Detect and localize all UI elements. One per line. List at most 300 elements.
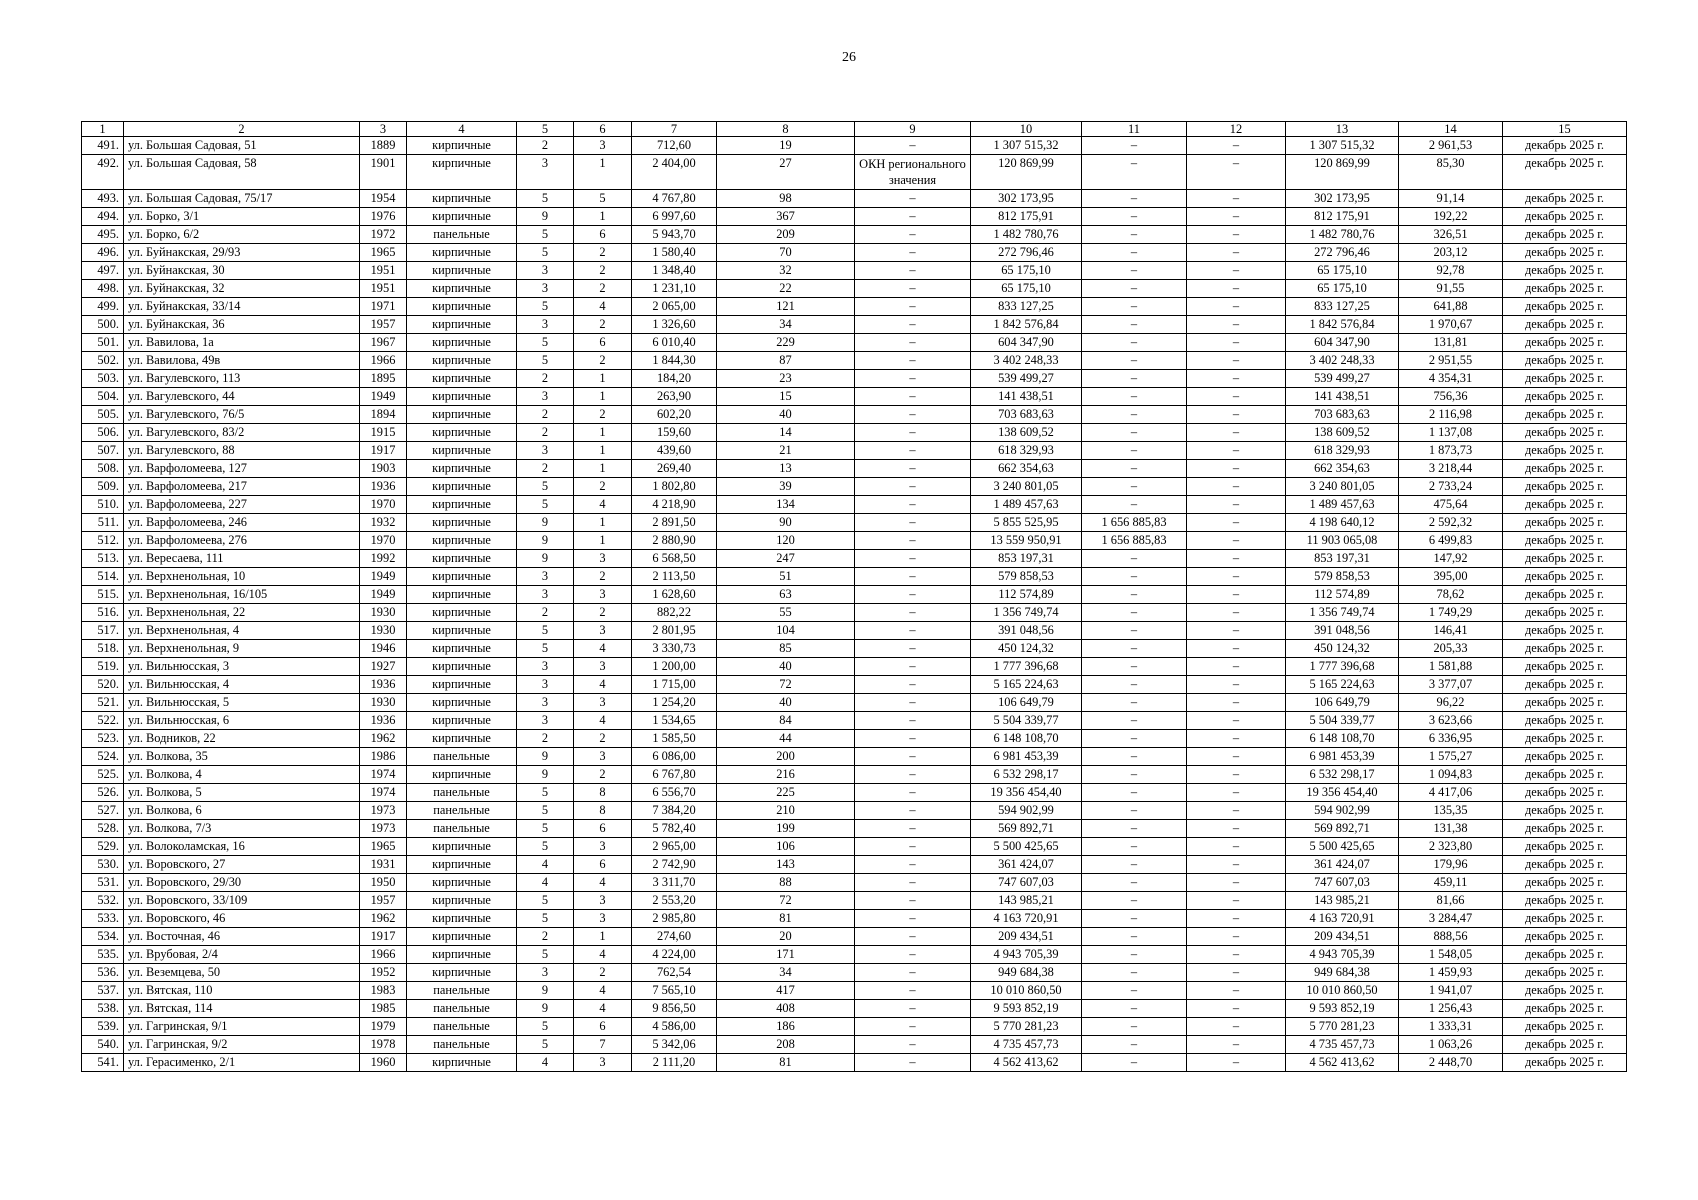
- cost-per-sqm-cell: 135,35: [1399, 802, 1503, 820]
- row-number-cell: 501.: [82, 334, 124, 352]
- floors-cell: 2: [517, 928, 574, 946]
- address-cell: ул. Вагулевского, 44: [124, 388, 360, 406]
- row-number-cell: 529.: [82, 838, 124, 856]
- cost-col-13-cell: 11 903 065,08: [1286, 532, 1399, 550]
- total-cost-cell: 112 574,89: [971, 586, 1082, 604]
- cost-col-13-cell: 1 777 396,68: [1286, 658, 1399, 676]
- cost-col-12-cell: –: [1187, 982, 1286, 1000]
- entrances-cell: 2: [574, 352, 632, 370]
- cost-col-12-cell: –: [1187, 137, 1286, 155]
- residents-cell: 55: [717, 604, 855, 622]
- address-cell: ул. Волкова, 7/3: [124, 820, 360, 838]
- row-number-cell: 527.: [82, 802, 124, 820]
- floors-cell: 5: [517, 478, 574, 496]
- wall-material-cell: кирпичные: [407, 856, 517, 874]
- address-cell: ул. Вятская, 114: [124, 1000, 360, 1018]
- total-cost-cell: 106 649,79: [971, 694, 1082, 712]
- address-cell: ул. Вересаева, 111: [124, 550, 360, 568]
- entrances-cell: 6: [574, 226, 632, 244]
- completion-date-cell: декабрь 2025 г.: [1503, 1000, 1627, 1018]
- cost-col-12-cell: –: [1187, 532, 1286, 550]
- total-cost-cell: 579 858,53: [971, 568, 1082, 586]
- wall-material-cell: кирпичные: [407, 946, 517, 964]
- completion-date-cell: декабрь 2025 г.: [1503, 155, 1627, 190]
- cost-per-sqm-cell: 2 592,32: [1399, 514, 1503, 532]
- floors-cell: 4: [517, 1054, 574, 1072]
- residents-cell: 417: [717, 982, 855, 1000]
- residents-cell: 32: [717, 262, 855, 280]
- floors-cell: 3: [517, 676, 574, 694]
- cost-col-13-cell: 141 438,51: [1286, 388, 1399, 406]
- total-cost-cell: 833 127,25: [971, 298, 1082, 316]
- cost-col-12-cell: –: [1187, 334, 1286, 352]
- address-cell: ул. Вятская, 110: [124, 982, 360, 1000]
- cost-per-sqm-cell: 179,96: [1399, 856, 1503, 874]
- total-cost-cell: 1 777 396,68: [971, 658, 1082, 676]
- year-built-cell: 1949: [360, 388, 407, 406]
- total-area-cell: 2 404,00: [632, 155, 717, 190]
- table-row: [82, 155, 1627, 190]
- heritage-status-cell: –: [855, 838, 971, 856]
- year-built-cell: 1957: [360, 316, 407, 334]
- residents-cell: 14: [717, 424, 855, 442]
- heritage-status-cell: –: [855, 676, 971, 694]
- floors-cell: 5: [517, 820, 574, 838]
- row-number-cell: 541.: [82, 1054, 124, 1072]
- cost-per-sqm-cell: 1 548,05: [1399, 946, 1503, 964]
- total-cost-cell: 3 402 248,33: [971, 352, 1082, 370]
- column-header: 10: [971, 122, 1082, 137]
- entrances-cell: 1: [574, 370, 632, 388]
- cost-col-12-cell: –: [1187, 352, 1286, 370]
- cost-col-13-cell: 361 424,07: [1286, 856, 1399, 874]
- cost-col-11-cell: –: [1082, 406, 1187, 424]
- total-cost-cell: 4 943 705,39: [971, 946, 1082, 964]
- entrances-cell: 6: [574, 856, 632, 874]
- year-built-cell: 1930: [360, 622, 407, 640]
- total-cost-cell: 6 981 453,39: [971, 748, 1082, 766]
- cost-per-sqm-cell: 756,36: [1399, 388, 1503, 406]
- year-built-cell: 1965: [360, 244, 407, 262]
- cost-col-11-cell: –: [1082, 748, 1187, 766]
- address-cell: ул. Волоколамская, 16: [124, 838, 360, 856]
- cost-per-sqm-cell: 4 354,31: [1399, 370, 1503, 388]
- heritage-status-cell: –: [855, 298, 971, 316]
- completion-date-cell: декабрь 2025 г.: [1503, 406, 1627, 424]
- address-cell: ул. Гагринская, 9/2: [124, 1036, 360, 1054]
- year-built-cell: 1976: [360, 208, 407, 226]
- address-cell: ул. Большая Садовая, 51: [124, 137, 360, 155]
- wall-material-cell: панельные: [407, 820, 517, 838]
- wall-material-cell: панельные: [407, 982, 517, 1000]
- address-cell: ул. Врубовая, 2/4: [124, 946, 360, 964]
- floors-cell: 3: [517, 316, 574, 334]
- residents-cell: 84: [717, 712, 855, 730]
- cost-per-sqm-cell: 1 256,43: [1399, 1000, 1503, 1018]
- total-cost-cell: 4 163 720,91: [971, 910, 1082, 928]
- row-number-cell: 522.: [82, 712, 124, 730]
- column-header: 5: [517, 122, 574, 137]
- cost-col-11-cell: –: [1082, 766, 1187, 784]
- residents-cell: 81: [717, 910, 855, 928]
- total-cost-cell: 6 532 298,17: [971, 766, 1082, 784]
- address-cell: ул. Герасименко, 2/1: [124, 1054, 360, 1072]
- total-cost-cell: 949 684,38: [971, 964, 1082, 982]
- total-area-cell: 2 113,50: [632, 568, 717, 586]
- address-cell: ул. Вавилова, 49в: [124, 352, 360, 370]
- table-body: [82, 122, 1627, 1072]
- completion-date-cell: декабрь 2025 г.: [1503, 766, 1627, 784]
- cost-col-13-cell: 5 770 281,23: [1286, 1018, 1399, 1036]
- entrances-cell: 2: [574, 316, 632, 334]
- cost-col-11-cell: –: [1082, 496, 1187, 514]
- row-number-cell: 509.: [82, 478, 124, 496]
- cost-per-sqm-cell: 192,22: [1399, 208, 1503, 226]
- total-cost-cell: 1 307 515,32: [971, 137, 1082, 155]
- completion-date-cell: декабрь 2025 г.: [1503, 244, 1627, 262]
- total-area-cell: 1 580,40: [632, 244, 717, 262]
- total-cost-cell: 19 356 454,40: [971, 784, 1082, 802]
- total-area-cell: 6 086,00: [632, 748, 717, 766]
- year-built-cell: 1951: [360, 262, 407, 280]
- heritage-status-cell: ОКН регионального значения: [855, 155, 971, 190]
- cost-per-sqm-cell: 475,64: [1399, 496, 1503, 514]
- cost-col-13-cell: 4 735 457,73: [1286, 1036, 1399, 1054]
- completion-date-cell: декабрь 2025 г.: [1503, 892, 1627, 910]
- wall-material-cell: панельные: [407, 1018, 517, 1036]
- year-built-cell: 1966: [360, 352, 407, 370]
- year-built-cell: 1915: [360, 424, 407, 442]
- cost-col-12-cell: –: [1187, 946, 1286, 964]
- floors-cell: 5: [517, 334, 574, 352]
- wall-material-cell: кирпичные: [407, 676, 517, 694]
- table-row: [82, 784, 1627, 802]
- cost-col-12-cell: –: [1187, 550, 1286, 568]
- residents-cell: 120: [717, 532, 855, 550]
- wall-material-cell: кирпичные: [407, 190, 517, 208]
- heritage-status-cell: –: [855, 946, 971, 964]
- total-area-cell: 7 384,20: [632, 802, 717, 820]
- entrances-cell: 6: [574, 334, 632, 352]
- cost-col-12-cell: –: [1187, 514, 1286, 532]
- floors-cell: 3: [517, 262, 574, 280]
- total-area-cell: 3 311,70: [632, 874, 717, 892]
- table-row: [82, 964, 1627, 982]
- year-built-cell: 1949: [360, 568, 407, 586]
- cost-per-sqm-cell: 3 284,47: [1399, 910, 1503, 928]
- year-built-cell: 1930: [360, 604, 407, 622]
- completion-date-cell: декабрь 2025 г.: [1503, 946, 1627, 964]
- heritage-status-cell: –: [855, 1054, 971, 1072]
- cost-col-11-cell: –: [1082, 262, 1187, 280]
- entrances-cell: 4: [574, 982, 632, 1000]
- completion-date-cell: декабрь 2025 г.: [1503, 586, 1627, 604]
- address-cell: ул. Варфоломеева, 276: [124, 532, 360, 550]
- row-number-cell: 493.: [82, 190, 124, 208]
- entrances-cell: 1: [574, 928, 632, 946]
- residents-cell: 90: [717, 514, 855, 532]
- floors-cell: 9: [517, 532, 574, 550]
- row-number-cell: 491.: [82, 137, 124, 155]
- cost-col-11-cell: –: [1082, 1000, 1187, 1018]
- address-cell: ул. Варфоломеева, 217: [124, 478, 360, 496]
- completion-date-cell: декабрь 2025 г.: [1503, 730, 1627, 748]
- address-cell: ул. Верхненольная, 16/105: [124, 586, 360, 604]
- year-built-cell: 1932: [360, 514, 407, 532]
- cost-col-13-cell: 5 165 224,63: [1286, 676, 1399, 694]
- row-number-cell: 526.: [82, 784, 124, 802]
- residents-cell: 186: [717, 1018, 855, 1036]
- cost-col-11-cell: –: [1082, 244, 1187, 262]
- heritage-status-cell: –: [855, 478, 971, 496]
- floors-cell: 5: [517, 838, 574, 856]
- wall-material-cell: кирпичные: [407, 550, 517, 568]
- row-number-cell: 507.: [82, 442, 124, 460]
- residents-cell: 81: [717, 1054, 855, 1072]
- entrances-cell: 2: [574, 766, 632, 784]
- row-number-cell: 532.: [82, 892, 124, 910]
- floors-cell: 2: [517, 370, 574, 388]
- year-built-cell: 1992: [360, 550, 407, 568]
- heritage-status-cell: –: [855, 406, 971, 424]
- cost-col-12-cell: –: [1187, 640, 1286, 658]
- residents-cell: 72: [717, 676, 855, 694]
- residents-cell: 209: [717, 226, 855, 244]
- cost-col-12-cell: –: [1187, 838, 1286, 856]
- housing-registry-table: [81, 121, 1627, 1072]
- cost-col-12-cell: –: [1187, 298, 1286, 316]
- total-area-cell: 1 348,40: [632, 262, 717, 280]
- entrances-cell: 7: [574, 1036, 632, 1054]
- residents-cell: 72: [717, 892, 855, 910]
- cost-col-11-cell: –: [1082, 622, 1187, 640]
- wall-material-cell: кирпичные: [407, 244, 517, 262]
- heritage-status-cell: –: [855, 658, 971, 676]
- cost-col-11-cell: –: [1082, 586, 1187, 604]
- table-row: [82, 1000, 1627, 1018]
- year-built-cell: 1970: [360, 532, 407, 550]
- floors-cell: 2: [517, 604, 574, 622]
- row-number-cell: 513.: [82, 550, 124, 568]
- wall-material-cell: кирпичные: [407, 137, 517, 155]
- cost-col-13-cell: 662 354,63: [1286, 460, 1399, 478]
- completion-date-cell: декабрь 2025 г.: [1503, 856, 1627, 874]
- cost-col-11-cell: –: [1082, 604, 1187, 622]
- cost-col-13-cell: 539 499,27: [1286, 370, 1399, 388]
- wall-material-cell: панельные: [407, 784, 517, 802]
- cost-col-13-cell: 703 683,63: [1286, 406, 1399, 424]
- heritage-status-cell: –: [855, 982, 971, 1000]
- cost-col-13-cell: 812 175,91: [1286, 208, 1399, 226]
- heritage-status-cell: –: [855, 640, 971, 658]
- cost-per-sqm-cell: 6 336,95: [1399, 730, 1503, 748]
- heritage-status-cell: –: [855, 892, 971, 910]
- cost-col-11-cell: –: [1082, 208, 1187, 226]
- cost-per-sqm-cell: 91,55: [1399, 280, 1503, 298]
- cost-col-13-cell: 1 489 457,63: [1286, 496, 1399, 514]
- row-number-cell: 521.: [82, 694, 124, 712]
- year-built-cell: 1967: [360, 334, 407, 352]
- total-area-cell: 602,20: [632, 406, 717, 424]
- wall-material-cell: кирпичные: [407, 604, 517, 622]
- cost-col-11-cell: –: [1082, 892, 1187, 910]
- heritage-status-cell: –: [855, 748, 971, 766]
- table-row: [82, 1018, 1627, 1036]
- year-built-cell: 1979: [360, 1018, 407, 1036]
- residents-cell: 21: [717, 442, 855, 460]
- total-cost-cell: 618 329,93: [971, 442, 1082, 460]
- cost-per-sqm-cell: 459,11: [1399, 874, 1503, 892]
- cost-col-13-cell: 3 240 801,05: [1286, 478, 1399, 496]
- floors-cell: 3: [517, 694, 574, 712]
- floors-cell: 2: [517, 137, 574, 155]
- row-number-cell: 506.: [82, 424, 124, 442]
- total-area-cell: 1 200,00: [632, 658, 717, 676]
- completion-date-cell: декабрь 2025 г.: [1503, 694, 1627, 712]
- completion-date-cell: декабрь 2025 г.: [1503, 640, 1627, 658]
- floors-cell: 5: [517, 946, 574, 964]
- heritage-status-cell: –: [855, 766, 971, 784]
- cost-col-11-cell: –: [1082, 424, 1187, 442]
- year-built-cell: 1974: [360, 784, 407, 802]
- cost-col-13-cell: 272 796,46: [1286, 244, 1399, 262]
- residents-cell: 34: [717, 316, 855, 334]
- address-cell: ул. Большая Садовая, 75/17: [124, 190, 360, 208]
- cost-per-sqm-cell: 1 063,26: [1399, 1036, 1503, 1054]
- cost-col-13-cell: 65 175,10: [1286, 280, 1399, 298]
- total-area-cell: 2 111,20: [632, 1054, 717, 1072]
- wall-material-cell: кирпичные: [407, 442, 517, 460]
- residents-cell: 216: [717, 766, 855, 784]
- total-area-cell: 2 742,90: [632, 856, 717, 874]
- row-number-cell: 525.: [82, 766, 124, 784]
- heritage-status-cell: –: [855, 352, 971, 370]
- address-cell: ул. Вильнюсская, 6: [124, 712, 360, 730]
- entrances-cell: 2: [574, 262, 632, 280]
- cost-per-sqm-cell: 131,38: [1399, 820, 1503, 838]
- total-cost-cell: 5 855 525,95: [971, 514, 1082, 532]
- cost-col-11-cell: –: [1082, 928, 1187, 946]
- completion-date-cell: декабрь 2025 г.: [1503, 874, 1627, 892]
- table-row: [82, 694, 1627, 712]
- cost-col-12-cell: –: [1187, 208, 1286, 226]
- cost-col-13-cell: 3 402 248,33: [1286, 352, 1399, 370]
- year-built-cell: 1903: [360, 460, 407, 478]
- total-area-cell: 4 224,00: [632, 946, 717, 964]
- completion-date-cell: декабрь 2025 г.: [1503, 622, 1627, 640]
- address-cell: ул. Буйнакская, 33/14: [124, 298, 360, 316]
- cost-per-sqm-cell: 85,30: [1399, 155, 1503, 190]
- row-number-cell: 512.: [82, 532, 124, 550]
- table-row: [82, 190, 1627, 208]
- total-cost-cell: 662 354,63: [971, 460, 1082, 478]
- cost-col-12-cell: –: [1187, 820, 1286, 838]
- total-cost-cell: 391 048,56: [971, 622, 1082, 640]
- total-area-cell: 2 801,95: [632, 622, 717, 640]
- year-built-cell: 1960: [360, 1054, 407, 1072]
- completion-date-cell: декабрь 2025 г.: [1503, 838, 1627, 856]
- table-row: [82, 712, 1627, 730]
- heritage-status-cell: –: [855, 137, 971, 155]
- cost-col-11-cell: –: [1082, 1018, 1187, 1036]
- column-header: 9: [855, 122, 971, 137]
- cost-col-11-cell: –: [1082, 964, 1187, 982]
- table-row: [82, 658, 1627, 676]
- floors-cell: 9: [517, 1000, 574, 1018]
- year-built-cell: 1983: [360, 982, 407, 1000]
- wall-material-cell: кирпичные: [407, 208, 517, 226]
- cost-col-11-cell: –: [1082, 946, 1187, 964]
- residents-cell: 34: [717, 964, 855, 982]
- cost-col-12-cell: –: [1187, 802, 1286, 820]
- completion-date-cell: декабрь 2025 г.: [1503, 1018, 1627, 1036]
- floors-cell: 2: [517, 406, 574, 424]
- address-cell: ул. Вагулевского, 76/5: [124, 406, 360, 424]
- address-cell: ул. Буйнакская, 32: [124, 280, 360, 298]
- address-cell: ул. Восточная, 46: [124, 928, 360, 946]
- total-area-cell: 1 715,00: [632, 676, 717, 694]
- completion-date-cell: декабрь 2025 г.: [1503, 226, 1627, 244]
- address-cell: ул. Варфоломеева, 127: [124, 460, 360, 478]
- column-header: 13: [1286, 122, 1399, 137]
- heritage-status-cell: –: [855, 586, 971, 604]
- heritage-status-cell: –: [855, 424, 971, 442]
- table-row: [82, 982, 1627, 1000]
- residents-cell: 44: [717, 730, 855, 748]
- column-header: 7: [632, 122, 717, 137]
- total-area-cell: 5 943,70: [632, 226, 717, 244]
- cost-col-13-cell: 1 307 515,32: [1286, 137, 1399, 155]
- total-cost-cell: 9 593 852,19: [971, 1000, 1082, 1018]
- total-cost-cell: 812 175,91: [971, 208, 1082, 226]
- cost-col-13-cell: 1 356 749,74: [1286, 604, 1399, 622]
- heritage-status-cell: –: [855, 910, 971, 928]
- completion-date-cell: декабрь 2025 г.: [1503, 802, 1627, 820]
- entrances-cell: 3: [574, 658, 632, 676]
- table-row: [82, 640, 1627, 658]
- year-built-cell: 1917: [360, 928, 407, 946]
- completion-date-cell: декабрь 2025 г.: [1503, 550, 1627, 568]
- cost-col-12-cell: –: [1187, 910, 1286, 928]
- table-row: [82, 226, 1627, 244]
- table-row: [82, 460, 1627, 478]
- row-number-cell: 540.: [82, 1036, 124, 1054]
- residents-cell: 98: [717, 190, 855, 208]
- wall-material-cell: кирпичные: [407, 1054, 517, 1072]
- heritage-status-cell: –: [855, 496, 971, 514]
- cost-per-sqm-cell: 2 448,70: [1399, 1054, 1503, 1072]
- heritage-status-cell: –: [855, 604, 971, 622]
- cost-col-13-cell: 5 504 339,77: [1286, 712, 1399, 730]
- address-cell: ул. Верхненольная, 10: [124, 568, 360, 586]
- cost-col-11-cell: –: [1082, 334, 1187, 352]
- total-cost-cell: 6 148 108,70: [971, 730, 1082, 748]
- cost-col-12-cell: –: [1187, 766, 1286, 784]
- row-number-cell: 497.: [82, 262, 124, 280]
- year-built-cell: 1962: [360, 730, 407, 748]
- heritage-status-cell: –: [855, 622, 971, 640]
- completion-date-cell: декабрь 2025 г.: [1503, 658, 1627, 676]
- wall-material-cell: кирпичные: [407, 766, 517, 784]
- year-built-cell: 1978: [360, 1036, 407, 1054]
- cost-col-12-cell: –: [1187, 460, 1286, 478]
- cost-col-12-cell: –: [1187, 676, 1286, 694]
- entrances-cell: 5: [574, 190, 632, 208]
- heritage-status-cell: –: [855, 208, 971, 226]
- entrances-cell: 4: [574, 496, 632, 514]
- cost-per-sqm-cell: 1 094,83: [1399, 766, 1503, 784]
- address-cell: ул. Варфоломеева, 227: [124, 496, 360, 514]
